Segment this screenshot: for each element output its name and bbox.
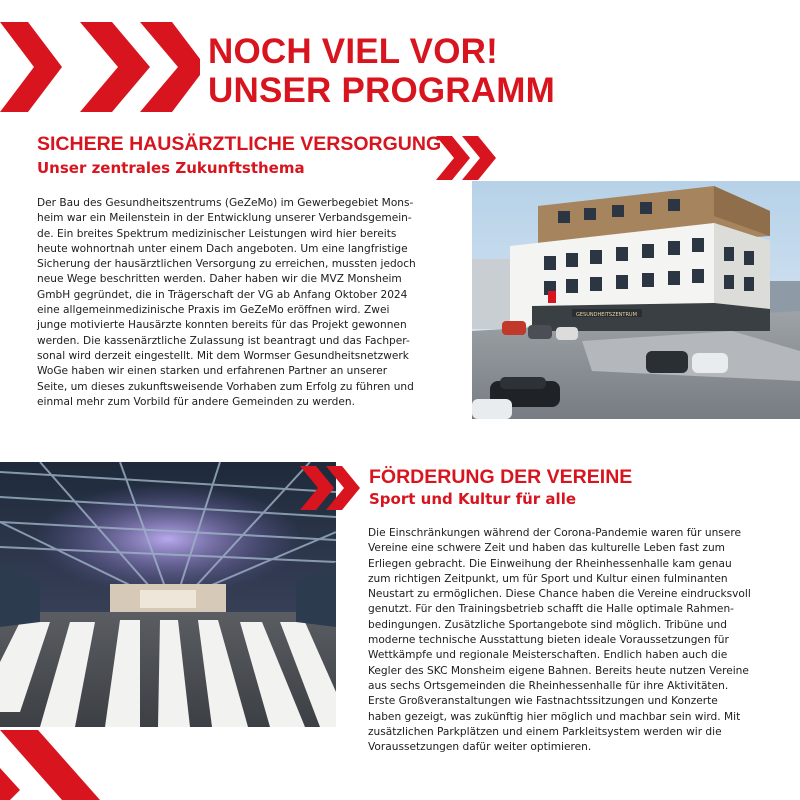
header-chevrons-icon — [0, 0, 200, 112]
section2-line: Die Einschränkungen während der Corona-Pandemie waren für unsere — [368, 527, 741, 539]
page-title-line-2: UNSER PROGRAMM — [208, 71, 555, 110]
section1-line: junge motivierte Hausärzte konnten bereits für das Projekt gewonnen — [37, 319, 407, 332]
section2-line: Kegler des SKC Monsheim eigene Bahnen. Bereits heute nutzen Vereine — [368, 664, 749, 677]
section2-line: zusätzlichen Parkplätzen und einem Parkleitsystem werden wir die — [368, 725, 722, 738]
section2-body — [368, 526, 788, 755]
section1-line: neue Wege beschritten werden. Daher haben wir die MVZ Monsheim — [37, 273, 402, 286]
section2-line: Wettkämpfe und regionale Meisterschaften. Endlich haben auch die — [368, 649, 728, 662]
section2-line: Erliegen gebracht. Die Einweihung der Rheinhessenhalle kam genau — [368, 557, 732, 570]
section1-line: GmbH gegründet, die in Trägerschaft der VG ab Anfang Oktober 2024 — [37, 288, 408, 301]
building-photo — [472, 181, 800, 419]
section2-title: FÖRDERUNG DER VEREINE — [369, 466, 633, 488]
section1-line: eine allgemeinmedizinische Praxis im GeZeMo eröffnen wird. Zwei — [37, 304, 390, 317]
section1-line: einmal mehr zum Vorbild für andere Gemeinden zu werden. — [37, 395, 355, 408]
section1-line: Der Bau des Gesundheitszentrums (GeZeMo) im Gewerbegebiet Mons- — [37, 197, 414, 209]
section1-line: WoGe haben wir einen starken und erfahrenen Partner an unserer — [37, 365, 388, 378]
section1-body — [37, 196, 437, 410]
svg-text:GESUNDHEITSZENTRUM: GESUNDHEITSZENTRUM — [576, 312, 637, 318]
section1-line: Seite, um dieses zukunftsweisende Vorhaben zum Erfolg zu führen und — [37, 380, 414, 393]
page-title — [208, 32, 768, 110]
section1-title: SICHERE HAUSÄRZTLICHE VERSORGUNG — [37, 133, 442, 155]
footer-chevrons-icon — [0, 730, 120, 800]
section2-line: Vereine eine schwere Zeit und haben das kulturelle Leben fast zum — [368, 542, 725, 555]
section2-line: aus sechs Ortsgemeinden die Rheinhessenhalle für ihre Aktivitäten. — [368, 679, 729, 692]
section1-line: heute wohnortnah unter einem Dach angeboten. Um eine langfristige — [37, 242, 408, 255]
section2-line: haben gezeigt, was zukünftig hier möglich und machbar sein wird. Mit — [368, 710, 741, 723]
section2-subtitle: Sport und Kultur für alle — [369, 490, 577, 508]
section2-line: genutzt. Für den Trainingsbetrieb schafft die Halle optimale Rahmen- — [368, 603, 734, 616]
section1-line: Sicherung der hausärztlichen Versorgung zu erreichen, mussten jedoch — [37, 258, 416, 271]
section1-line: de. Ein breites Spektrum medizinischer Leistungen wird hier bereits — [37, 227, 397, 240]
section2-line: Voraussetzungen dafür weiter optimieren. — [368, 741, 592, 754]
section2-line: Erste Großveranstaltungen wie Fastnachtssitzungen und Konzerte — [368, 695, 718, 708]
section1-chevrons-icon — [436, 136, 496, 180]
section1-line: heim war ein Meilenstein in der Entwicklung unserer Verbandsgemein- — [37, 212, 412, 225]
section2-line: moderne technische Ausstattung bieten ideale Voraussetzungen für — [368, 634, 729, 647]
hall-photo — [0, 462, 336, 727]
section1-subtitle: Unser zentrales Zukunftsthema — [37, 159, 305, 177]
section2-line: bedingungen. Zusätzliche Sportangebote sind möglich. Tribüne und — [368, 618, 727, 631]
section2-line: Neustart zu ermöglichen. Diese Chance haben die Vereine eindrucksvoll — [368, 588, 751, 601]
section1-line: werden. Die kassenärztliche Zulassung ist beantragt und das Fachper- — [37, 334, 410, 347]
section2-line: zum richtigen Zeitpunkt, um für Sport und Kultur einen fulminanten — [368, 572, 728, 585]
section1-line: sonal wird derzeit eingestellt. Mit dem Wormser Gesundheitsnetzwerk — [37, 349, 409, 362]
section2-chevrons-icon — [300, 466, 360, 510]
page-title-line-1: NOCH VIEL VOR! — [208, 32, 498, 71]
